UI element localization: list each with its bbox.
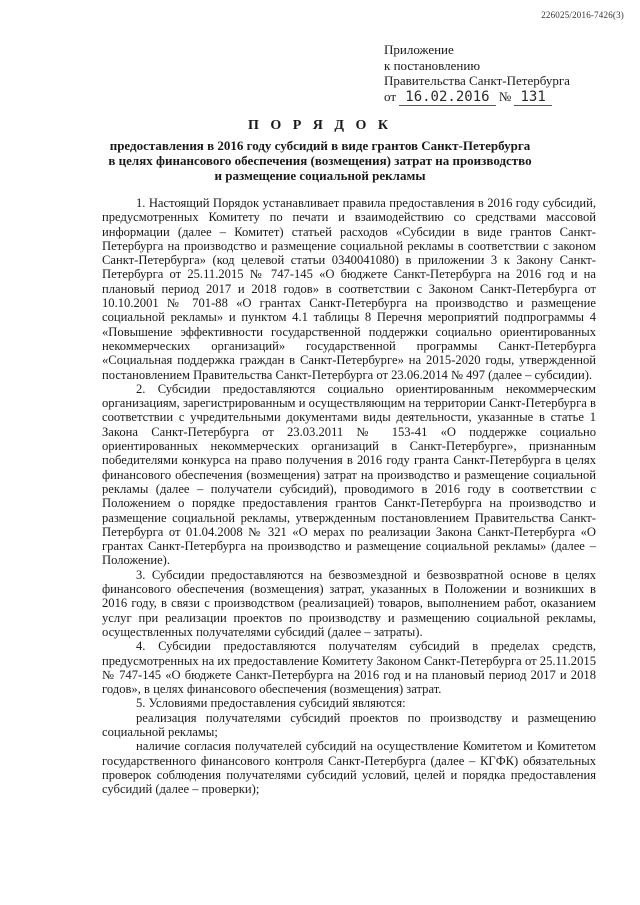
paragraph-2: 2. Субсидии предоставляются социально ориентированным некоммерческим организациям, зарегистрированным и осуществляющим на территории Санкт-Петербурга в соответствии с учредительными документами виды деятельности, указанные в статье 1 Закона Санкт-Петербурга от 23.03.2011 № 153-41 «О поддержке социально ориентированных некоммерческих организаций в Санкт-Петербурге», признанным победителями конкурса на право получения в 2016 году гранта Санкт-Петербурга в целях финансового обеспечения (возмещения) затрат на производство и размещение социальной рекламы (далее – получатели субсидий), проводимого в 2016 году в соответствии с Положением о порядке предоставления грантов Санкт-Петербурга на производство и размещение социальной рекламы, утвержденным постановлением Правительства Санкт-Петербурга от 01.04.2008 № 321 «О мерах по реализации Закона Санкт-Петербурга «О грантах Санкт-Петербурга на производство и размещение социальной рекламы» (далее – Положение). (102, 381, 596, 568)
paragraph-3: 3. Субсидии предоставляются на безвозмездной и безвозвратной основе в целях финансового обеспечения (возмещения) затрат, указанных в Положении и возникших в 2016 году, в связи с производством (реализацией) товаров, выполнением работ, оказанием услуг при реализации проектов по производству и размещению социальной рекламы, осуществленных получателями субсидий (далее – затраты). (102, 567, 596, 639)
document-title: П О Р Я Д О К (247, 118, 393, 133)
subtitle-line: и размещение социальной рекламы (214, 168, 426, 183)
government-label: Правительства Санкт-Петербурга (384, 73, 570, 88)
date-number-line (384, 89, 570, 107)
condition-1: реализация получателями субсидий проектов по производству и размещению социальной рекламы; (102, 710, 596, 739)
condition-2: наличие согласия получателей субсидий на осуществление Комитетом и Комитетом государственного финансового контроля Санкт-Петербурга (далее – КГФК) обязательных проверок соблюдения получателями субсидий условий, целей и порядка предоставления субсидий (далее – проверки); (102, 739, 596, 797)
number-label: № (498, 88, 512, 104)
appendix-block (384, 42, 570, 106)
paragraph-5: 5. Условиями предоставления субсидий являются: (136, 696, 406, 711)
paragraph-4: 4. Субсидии предоставляются получателям субсидий в пределах средств, предусмотренных на их предоставление Комитету Законом Санкт-Петербурга от 25.11.2015 № 747-145 «О бюджете Санкт-Петербурга на 2016 год и на плановый период 2017 и 2018 годов», в целях финансового обеспечения (возмещения) затрат. (102, 639, 596, 697)
resolution-date: 16.02.2016 (399, 90, 495, 107)
subtitle-line: в целях финансового обеспечения (возмещения) затрат на производство (108, 153, 532, 168)
document-id: 226025/2016-7426(3) (541, 10, 624, 20)
paragraph-1: 1. Настоящий Порядок устанавливает правила предоставления в 2016 году субсидий, предусмотренных Комитету по печати и взаимодействию со средствами массовой информации (далее – Комитет) статьей расходов «Субсидии в виде грантов Санкт-Петербурга на производство и размещение социальной рекламы в соответствии с законом Санкт-Петербурга» (код целевой статьи 0340041080) в приложении 3 к Закону Санкт-Петербурга от 25.11.2015 № 747-145 «О бюджете Санкт-Петербурга на 2016 год и на плановый период 2017 и 2018 годов» в соответствии с Законом Санкт-Петербурга от 10.10.2001 № 701-88 «О грантах Санкт-Петербурга на производство и размещение социальной рекламы» и пунктом 4.1 таблицы 8 Перечня мероприятий подпрограммы 4 «Повышение эффективности государственной поддержки социально ориентированных некоммерческих организаций» государственной программы Санкт-Петербурга «Социальная поддержка граждан в Санкт-Петербурге» на 2015-2020 годы, утвержденной постановлением Правительства Санкт-Петербурга от 23.06.2014 № 497 (далее – субсидии). (102, 196, 596, 382)
document-body (102, 196, 596, 796)
resolution-number: 131 (514, 90, 551, 107)
document-subtitle (100, 138, 540, 183)
appendix-label: Приложение (384, 42, 454, 57)
to-resolution-label: к постановлению (384, 57, 481, 73)
subtitle-line: предоставления в 2016 году субсидий в виде грантов Санкт-Петербурга (109, 138, 531, 153)
from-label: от (384, 88, 397, 104)
